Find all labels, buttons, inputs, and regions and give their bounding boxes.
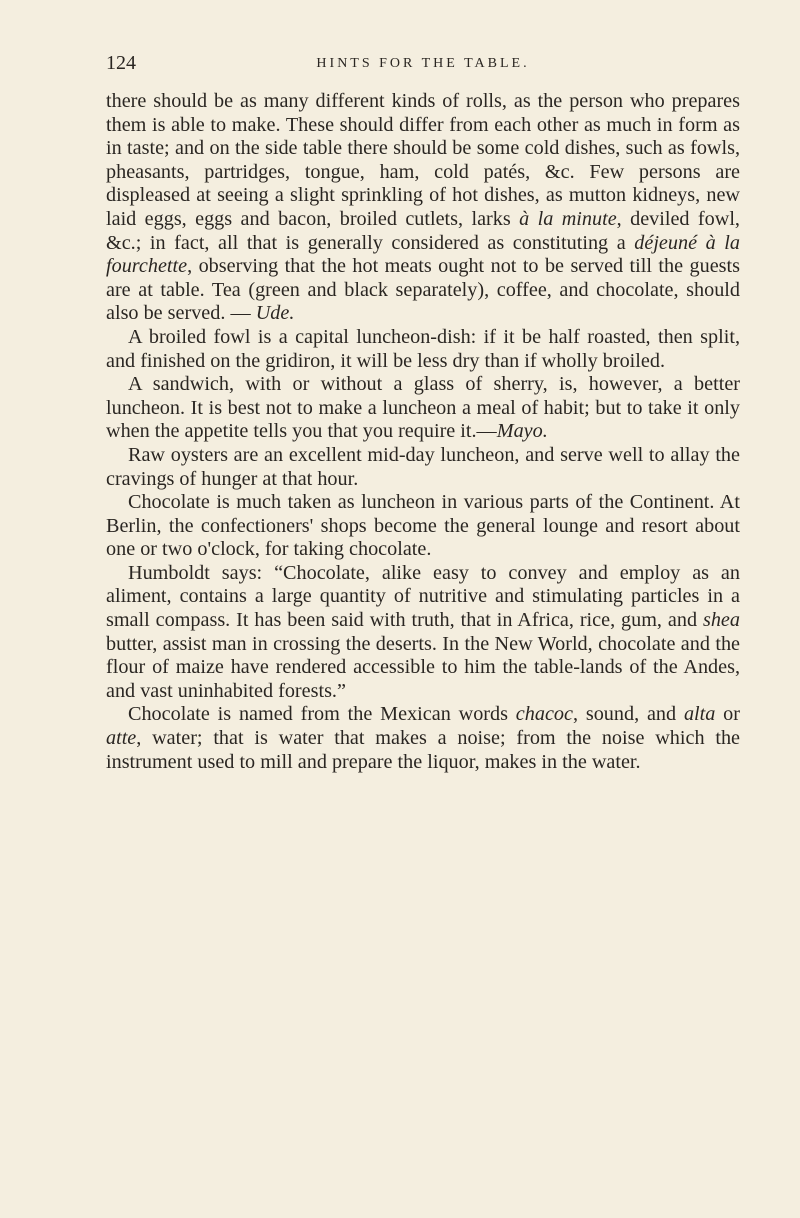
text-run: , water; that is water that makes a noise; from the noise which the instrument used to mill and prepare the liquor, makes in the water. (106, 727, 740, 773)
text-run: Raw oysters are an excellent mid-day luncheon, and serve well to allay the cravings of hunger at that hour. (106, 443, 740, 490)
text-run: Humboldt says: “Chocolate, alike easy to convey and employ as an aliment, contains a large quantity of nutritive and stimulating particles in a small compass. It has been said with truth, that in Africa, rice, gum, and (106, 561, 740, 632)
text-run: butter, assist man in crossing the deserts. In the New World, chocolate and the flour of maize have rendered accessible to him the table-lands of the Andes, and vast uninhabited forests.” (106, 632, 740, 702)
paragraph (106, 90, 740, 326)
text-run: Chocolate is named from the Mexican words (128, 703, 516, 726)
italic-text: Mayo. (496, 420, 548, 443)
paragraph (106, 562, 740, 704)
italic-text: shea (702, 609, 740, 632)
text-run: there should be as many different kinds of rolls, as the person who prepares them is able to make. These should differ from each other as much in form as in taste; and on the side table there should be some cold dishes, such as fowls, pheasants, partridges, tongue, ham, cold patés, &c. Few persons are displeased at seeing a slight sprinkling of hot dishes, as mutton kidneys, new laid eggs, eggs and bacon, broiled cutlets, larks (106, 90, 740, 230)
italic-text: atte (106, 727, 137, 750)
paragraph (106, 491, 740, 562)
running-head: HINTS FOR THE TABLE. (316, 56, 530, 71)
italic-text: alta (683, 703, 716, 726)
text-run: , deviled fowl, &c.; in fact, all that is generally considered as constituting a (106, 207, 740, 254)
text-run: A sandwich, with or without a glass of sherry, is, however, a better luncheon. It is best not to make a luncheon a meal of habit; but to take it only when the appetite tells you that you require it.— (106, 373, 740, 443)
paragraph (106, 326, 740, 373)
text-run: A broiled fowl is a capital luncheon-dish: if it be half roasted, then split, and finished on the gridiron, it will be less dry than if wholly broiled. (106, 325, 740, 372)
body-text (106, 90, 740, 774)
page-number: 124 (106, 52, 136, 74)
text-run: Chocolate is much taken as luncheon in various parts of the Continent. At Berlin, the confectioners' shops become the general lounge and resort about one or two o'clock, for taking chocolate. (106, 491, 740, 561)
italic-text: déjeuné à la fourchette (106, 231, 740, 278)
text-run: , observing that the hot meats ought not to be served till the guests are at table. Tea (green and black separately), coffee, and chocolate, should also be served. — (106, 255, 740, 325)
italic-text: chacoc (515, 703, 573, 726)
paragraph (106, 373, 740, 444)
italic-text: Ude. (255, 302, 295, 325)
paragraph (106, 444, 740, 491)
italic-text: à la minute (519, 207, 617, 230)
text-run: , sound, and (572, 703, 684, 726)
paragraph (106, 703, 740, 774)
page-header (106, 52, 740, 82)
text-run: or (715, 703, 740, 726)
